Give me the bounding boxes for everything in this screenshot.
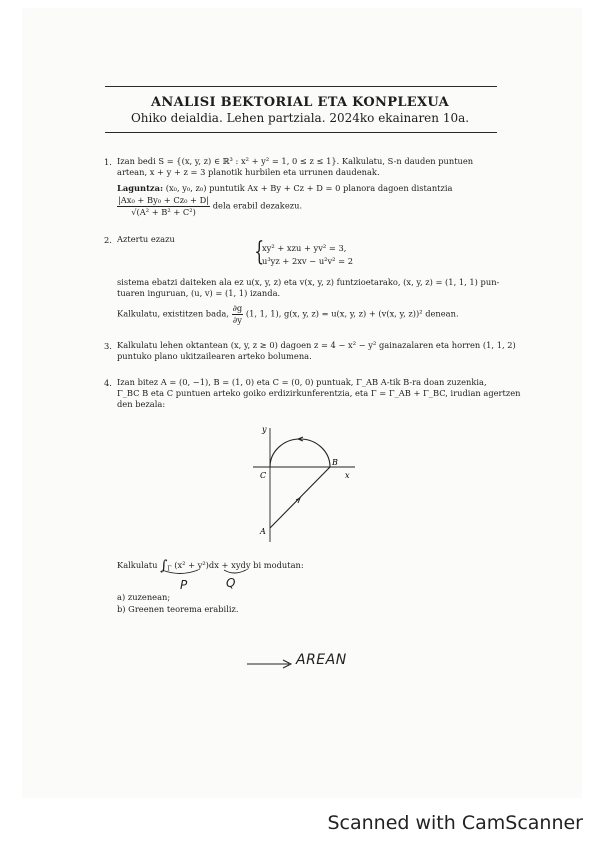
q4-integrand: (x² + y²)dx + xydy bi modutan: (174, 560, 304, 570)
q2-calc-post: (1, 1, 1), g(x, y, z) = u(x, y, z) + (v(x, y, z))² denean. (245, 308, 459, 319)
q2-partial-num: ∂g (232, 303, 243, 313)
handwritten-note: AREAN (296, 652, 347, 668)
q1-fraction-numerator: |Ax₀ + By₀ + Cz₀ + D| (118, 195, 210, 205)
q1-hint-end: dela erabil dezakezu. (212, 200, 303, 211)
scanned-page (22, 8, 582, 798)
q2-eq1: xy² + xzu + yv² = 3, (262, 243, 347, 253)
header-top-rule (105, 86, 497, 87)
q4-line3: den bezala: (117, 399, 166, 409)
exam-title: ANALISI BEKTORIAL ETA KONPLEXUA (151, 95, 449, 110)
q1-hint (117, 183, 452, 194)
q4-line2: Γ_BC B eta C puntuen arteko goiko erdizirkunferentzia, eta Γ = Γ_AB + Γ_BC, irudian agertzen (117, 388, 521, 398)
q1-number: 1. (104, 157, 112, 167)
camscanner-footer: Scanned with CamScanner (327, 812, 583, 834)
q2-line1: sistema ebatzi daiteken ala ez u(x, y, z) eta v(x, y, z) funtzioetarako, (x, y, z) = (1, 1, 1) pun- (117, 277, 500, 287)
handwritten-underbraces (160, 567, 260, 581)
q2-partial (232, 303, 244, 325)
q2-intro: Aztertu ezazu (117, 234, 175, 244)
q4-number: 4. (104, 378, 112, 388)
fig-label-c: C (260, 471, 267, 480)
integral-subscript: Γ (167, 565, 172, 573)
q2-calc-pre: Kalkulatu, existitzen bada, (117, 308, 229, 319)
curve-figure (245, 420, 365, 545)
integral-sign: ∫ (160, 558, 168, 574)
fig-label-y: y (262, 425, 267, 434)
q4-line1: Izan bitez A = (0, −1), B = (1, 0) eta C = (0, 0) puntuak, Γ_AB A-tik B-ra doan zuzenkia, (117, 377, 487, 387)
q4-calc-pre: Kalkulatu (117, 560, 158, 570)
fig-label-x: x (345, 471, 350, 480)
q1-line1: Izan bedi S = {(x, y, z) ∈ ℝ³ : x² + y² = 1, 0 ≤ z ≤ 1}. Kalkulatu, S-n dauden puntuen (117, 156, 474, 166)
q3-line1: Kalkulatu lehen oktantean (x, y, z ≥ 0) dagoen z = 4 − x² − y² gainazalaren eta horren (1, 1, 2) (117, 340, 516, 350)
q1-hint-label: Laguntza: (117, 183, 164, 193)
semicircle-gamma-bc (270, 439, 330, 467)
q2-partial-den: ∂y (232, 314, 242, 325)
q1-line2: artean, x + y + z = 3 planotik hurbilen eta urrunen daudenak. (117, 167, 380, 177)
handwritten-p: P (180, 578, 188, 592)
q1-distance-formula (117, 195, 302, 217)
header-bottom-rule (105, 132, 497, 133)
q3-line2: puntuko plano ukitzailearen arteko bolumena. (117, 351, 312, 361)
fig-label-a: A (260, 527, 266, 536)
q2-number: 2. (104, 235, 112, 245)
q1-fraction-denominator: √(A² + B² + C²) (131, 206, 196, 217)
q2-eq2: u³yz + 2xv − u²v² = 2 (262, 256, 354, 266)
q1-fraction (117, 195, 210, 217)
q2-calc (117, 303, 459, 325)
q4-option-a: a) zuzenean; (117, 592, 171, 602)
exam-subtitle: Ohiko deialdia. Lehen partziala. 2024ko ekainaren 10a. (130, 111, 470, 125)
handwritten-q: Q (226, 576, 236, 590)
q2-line2: tuaren inguruan, (u, v) = (1, 1) izanda. (117, 288, 281, 298)
q1-hint-text: (x₀, y₀, z₀) puntutik Ax + By + Cz + D = 0 planora dagoen distantzia (165, 183, 453, 193)
q4-option-b: b) Greenen teorema erabiliz. (117, 604, 239, 614)
fig-label-b: B (332, 458, 338, 467)
q2-system-brace: { (254, 237, 265, 267)
q3-number: 3. (104, 341, 112, 351)
